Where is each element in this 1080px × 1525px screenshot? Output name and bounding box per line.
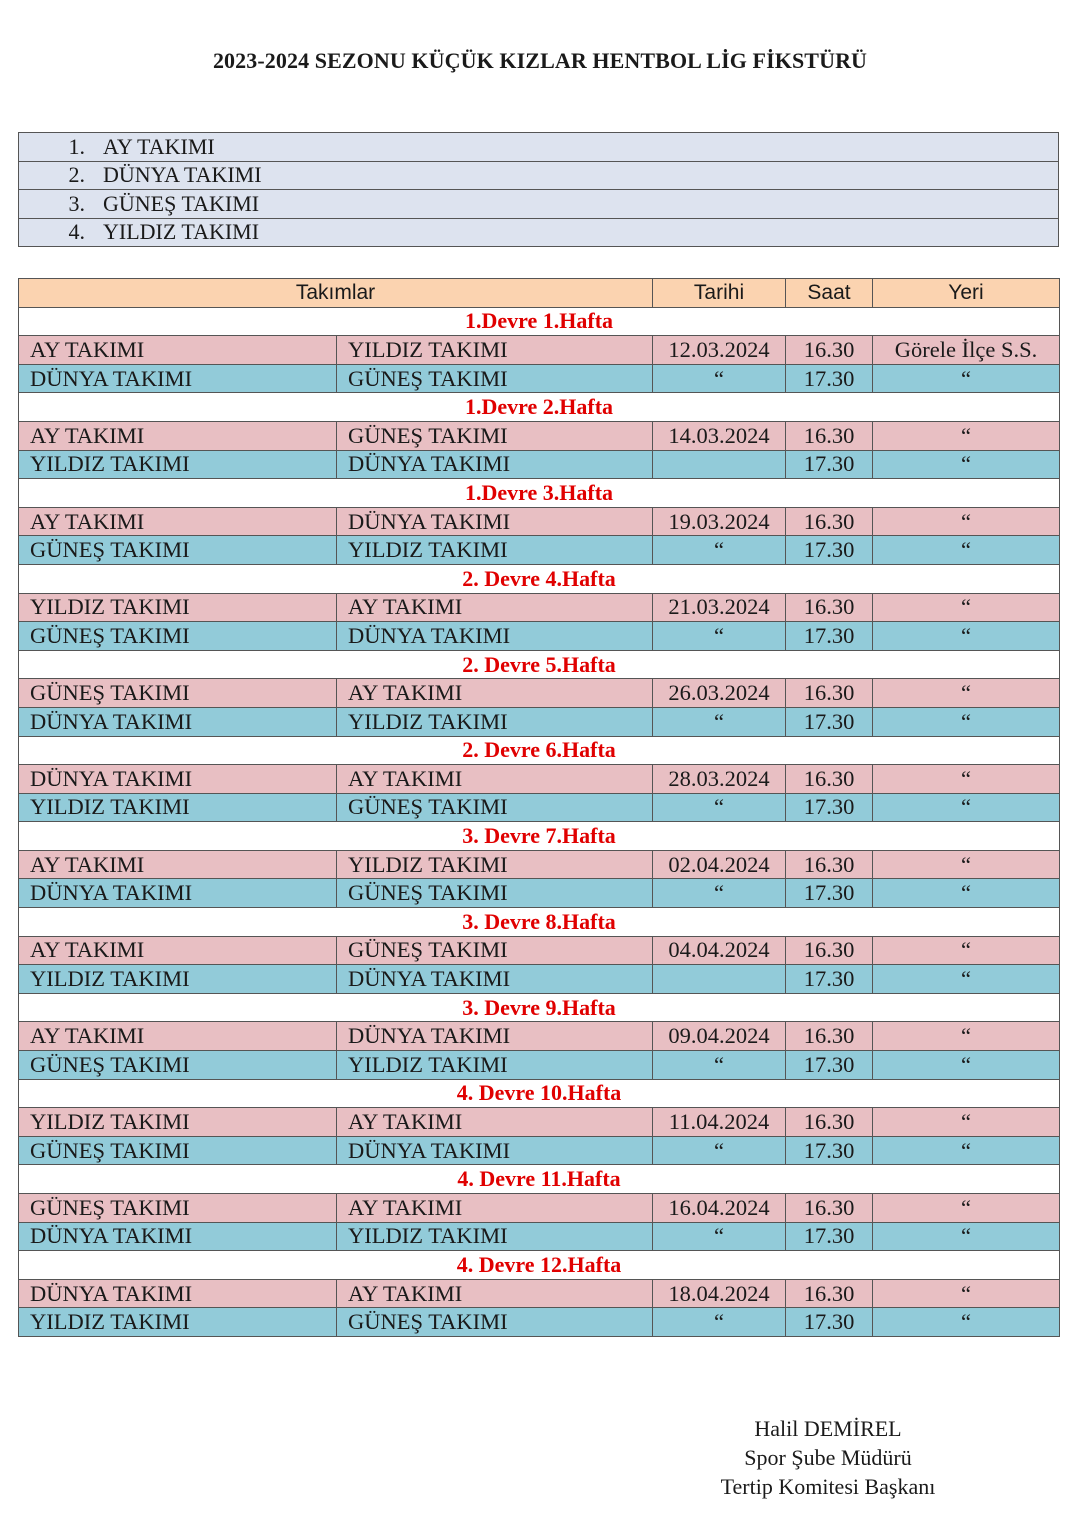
team-number: 3. (68, 190, 85, 216)
home-team: YILDIZ TAKIMI (19, 793, 337, 822)
match-place: “ (873, 1051, 1060, 1080)
team-list-item (19, 218, 1059, 247)
home-team: DÜNYA TAKIMI (19, 879, 337, 908)
away-team: GÜNEŞ TAKIMI (337, 421, 653, 450)
match-row (19, 536, 1060, 565)
away-team: GÜNEŞ TAKIMI (337, 879, 653, 908)
match-row (19, 593, 1060, 622)
match-row (19, 336, 1060, 365)
team-list-item (19, 190, 1059, 219)
week-label: 4. Devre 11.Hafta (19, 1165, 1060, 1194)
away-team: YILDIZ TAKIMI (337, 336, 653, 365)
away-team: DÜNYA TAKIMI (337, 450, 653, 479)
match-row (19, 1051, 1060, 1080)
match-place: “ (873, 507, 1060, 536)
week-label: 2. Devre 5.Hafta (19, 650, 1060, 679)
match-time: 17.30 (786, 536, 873, 565)
match-place: “ (873, 622, 1060, 651)
match-time: 17.30 (786, 707, 873, 736)
fixture-header-row (19, 279, 1060, 308)
match-time: 16.30 (786, 1108, 873, 1137)
match-date: “ (653, 1051, 786, 1080)
home-team: DÜNYA TAKIMI (19, 364, 337, 393)
home-team: DÜNYA TAKIMI (19, 707, 337, 736)
home-team: AY TAKIMI (19, 421, 337, 450)
match-date: 18.04.2024 (653, 1279, 786, 1308)
match-row (19, 1279, 1060, 1308)
home-team: AY TAKIMI (19, 336, 337, 365)
match-date: “ (653, 536, 786, 565)
match-row (19, 765, 1060, 794)
team-list (18, 132, 1059, 247)
match-place: “ (873, 707, 1060, 736)
match-row (19, 879, 1060, 908)
match-date: 16.04.2024 (653, 1194, 786, 1223)
home-team: GÜNEŞ TAKIMI (19, 679, 337, 708)
match-place: “ (873, 450, 1060, 479)
week-header-row (19, 993, 1060, 1022)
week-label: 1.Devre 1.Hafta (19, 307, 1060, 336)
home-team: GÜNEŞ TAKIMI (19, 622, 337, 651)
match-place: “ (873, 1308, 1060, 1337)
match-place: “ (873, 593, 1060, 622)
match-date: 11.04.2024 (653, 1108, 786, 1137)
away-team: YILDIZ TAKIMI (337, 1222, 653, 1251)
match-place: “ (873, 850, 1060, 879)
match-date: “ (653, 1136, 786, 1165)
away-team: AY TAKIMI (337, 593, 653, 622)
match-row (19, 707, 1060, 736)
page-title: 2023-2024 SEZONU KÜÇÜK KIZLAR HENTBOL LİG FİKSTÜRÜ (212, 48, 868, 73)
week-label: 4. Devre 10.Hafta (19, 1079, 1060, 1108)
away-team: YILDIZ TAKIMI (337, 850, 653, 879)
away-team: AY TAKIMI (337, 1108, 653, 1137)
away-team: GÜNEŞ TAKIMI (337, 793, 653, 822)
match-date: 28.03.2024 (653, 765, 786, 794)
home-team: DÜNYA TAKIMI (19, 1222, 337, 1251)
header-date: Tarihi (653, 279, 786, 308)
match-date (653, 450, 786, 479)
home-team: YILDIZ TAKIMI (19, 593, 337, 622)
home-team: DÜNYA TAKIMI (19, 1279, 337, 1308)
match-time: 17.30 (786, 622, 873, 651)
team-name: AY TAKIMI (103, 133, 215, 159)
match-date: 09.04.2024 (653, 1022, 786, 1051)
fixture-table (18, 278, 1060, 1337)
match-place: “ (873, 1279, 1060, 1308)
home-team: GÜNEŞ TAKIMI (19, 1051, 337, 1080)
away-team: GÜNEŞ TAKIMI (337, 364, 653, 393)
match-date: “ (653, 1222, 786, 1251)
match-row (19, 793, 1060, 822)
match-place: “ (873, 536, 1060, 565)
header-teams: Takımlar (19, 279, 653, 308)
home-team: AY TAKIMI (19, 507, 337, 536)
match-time: 16.30 (786, 679, 873, 708)
match-place: “ (873, 679, 1060, 708)
team-name: GÜNEŞ TAKIMI (103, 190, 260, 216)
team-name: YILDIZ TAKIMI (103, 219, 260, 245)
match-row (19, 507, 1060, 536)
match-time: 16.30 (786, 1022, 873, 1051)
week-header-row (19, 393, 1060, 422)
match-place: “ (873, 364, 1060, 393)
match-time: 17.30 (786, 364, 873, 393)
match-place: Görele İlçe S.S. (873, 336, 1060, 365)
match-place: “ (873, 936, 1060, 965)
away-team: AY TAKIMI (337, 1194, 653, 1223)
match-row (19, 850, 1060, 879)
match-date: “ (653, 707, 786, 736)
match-time: 17.30 (786, 1051, 873, 1080)
team-number: 1. (68, 133, 85, 159)
signature-committee: Tertip Komitesi Başkanı (720, 1474, 936, 1499)
match-date (653, 965, 786, 994)
match-date: 26.03.2024 (653, 679, 786, 708)
home-team: YILDIZ TAKIMI (19, 1108, 337, 1137)
match-row (19, 936, 1060, 965)
team-list-item (19, 133, 1059, 162)
home-team: YILDIZ TAKIMI (19, 450, 337, 479)
week-header-row (19, 1079, 1060, 1108)
team-name: DÜNYA TAKIMI (103, 162, 262, 188)
match-time: 17.30 (786, 879, 873, 908)
week-header-row (19, 736, 1060, 765)
match-row (19, 1222, 1060, 1251)
match-place: “ (873, 879, 1060, 908)
home-team: AY TAKIMI (19, 1022, 337, 1051)
away-team: AY TAKIMI (337, 1279, 653, 1308)
match-row (19, 622, 1060, 651)
match-time: 16.30 (786, 765, 873, 794)
match-time: 16.30 (786, 593, 873, 622)
match-row (19, 364, 1060, 393)
away-team: YILDIZ TAKIMI (337, 1051, 653, 1080)
match-row (19, 1108, 1060, 1137)
match-row (19, 1308, 1060, 1337)
week-header-row (19, 1251, 1060, 1280)
home-team: GÜNEŞ TAKIMI (19, 1194, 337, 1223)
match-time: 17.30 (786, 450, 873, 479)
match-time: 16.30 (786, 850, 873, 879)
match-time: 16.30 (786, 936, 873, 965)
header-place: Yeri (873, 279, 1060, 308)
week-label: 2. Devre 6.Hafta (19, 736, 1060, 765)
team-number: 4. (68, 219, 85, 245)
week-header-row (19, 564, 1060, 593)
week-label: 4. Devre 12.Hafta (19, 1251, 1060, 1280)
match-time: 16.30 (786, 507, 873, 536)
header-time: Saat (786, 279, 873, 308)
week-header-row (19, 307, 1060, 336)
match-row (19, 965, 1060, 994)
away-team: YILDIZ TAKIMI (337, 707, 653, 736)
match-time: 17.30 (786, 1136, 873, 1165)
week-header-row (19, 908, 1060, 937)
match-date: 14.03.2024 (653, 421, 786, 450)
away-team: DÜNYA TAKIMI (337, 965, 653, 994)
match-row (19, 1136, 1060, 1165)
match-date: 21.03.2024 (653, 593, 786, 622)
home-team: YILDIZ TAKIMI (19, 965, 337, 994)
week-header-row (19, 650, 1060, 679)
match-row (19, 679, 1060, 708)
match-time: 16.30 (786, 1279, 873, 1308)
fixture-body (19, 307, 1060, 1336)
week-header-row (19, 1165, 1060, 1194)
match-place: “ (873, 1194, 1060, 1223)
signature-name: Halil DEMİREL (754, 1416, 902, 1441)
match-place: “ (873, 1222, 1060, 1251)
signature-block (700, 1414, 956, 1501)
away-team: AY TAKIMI (337, 679, 653, 708)
away-team: AY TAKIMI (337, 765, 653, 794)
away-team: DÜNYA TAKIMI (337, 507, 653, 536)
match-place: “ (873, 793, 1060, 822)
away-team: GÜNEŞ TAKIMI (337, 1308, 653, 1337)
match-date: 19.03.2024 (653, 507, 786, 536)
match-place: “ (873, 1108, 1060, 1137)
match-date: “ (653, 1308, 786, 1337)
match-time: 16.30 (786, 336, 873, 365)
match-time: 17.30 (786, 965, 873, 994)
team-list-item (19, 161, 1059, 190)
away-team: DÜNYA TAKIMI (337, 622, 653, 651)
match-time: 17.30 (786, 793, 873, 822)
match-time: 17.30 (786, 1308, 873, 1337)
match-row (19, 1194, 1060, 1223)
match-row (19, 450, 1060, 479)
away-team: DÜNYA TAKIMI (337, 1136, 653, 1165)
match-place: “ (873, 421, 1060, 450)
match-time: 16.30 (786, 1194, 873, 1223)
week-header-row (19, 479, 1060, 508)
home-team: GÜNEŞ TAKIMI (19, 536, 337, 565)
week-header-row (19, 822, 1060, 851)
match-row (19, 421, 1060, 450)
match-date: “ (653, 793, 786, 822)
match-time: 16.30 (786, 421, 873, 450)
week-label: 1.Devre 2.Hafta (19, 393, 1060, 422)
team-number: 2. (68, 162, 85, 188)
signature-role: Spor Şube Müdürü (744, 1445, 912, 1470)
week-label: 3. Devre 7.Hafta (19, 822, 1060, 851)
match-place: “ (873, 1136, 1060, 1165)
home-team: YILDIZ TAKIMI (19, 1308, 337, 1337)
match-place: “ (873, 765, 1060, 794)
away-team: DÜNYA TAKIMI (337, 1022, 653, 1051)
home-team: AY TAKIMI (19, 936, 337, 965)
match-date: “ (653, 622, 786, 651)
match-date: 12.03.2024 (653, 336, 786, 365)
week-label: 3. Devre 9.Hafta (19, 993, 1060, 1022)
match-row (19, 1022, 1060, 1051)
home-team: DÜNYA TAKIMI (19, 765, 337, 794)
week-label: 3. Devre 8.Hafta (19, 908, 1060, 937)
match-place: “ (873, 1022, 1060, 1051)
home-team: GÜNEŞ TAKIMI (19, 1136, 337, 1165)
match-date: 04.04.2024 (653, 936, 786, 965)
match-date: “ (653, 364, 786, 393)
match-time: 17.30 (786, 1222, 873, 1251)
week-label: 1.Devre 3.Hafta (19, 479, 1060, 508)
match-date: 02.04.2024 (653, 850, 786, 879)
home-team: AY TAKIMI (19, 850, 337, 879)
away-team: YILDIZ TAKIMI (337, 536, 653, 565)
match-place: “ (873, 965, 1060, 994)
match-date: “ (653, 879, 786, 908)
away-team: GÜNEŞ TAKIMI (337, 936, 653, 965)
week-label: 2. Devre 4.Hafta (19, 564, 1060, 593)
